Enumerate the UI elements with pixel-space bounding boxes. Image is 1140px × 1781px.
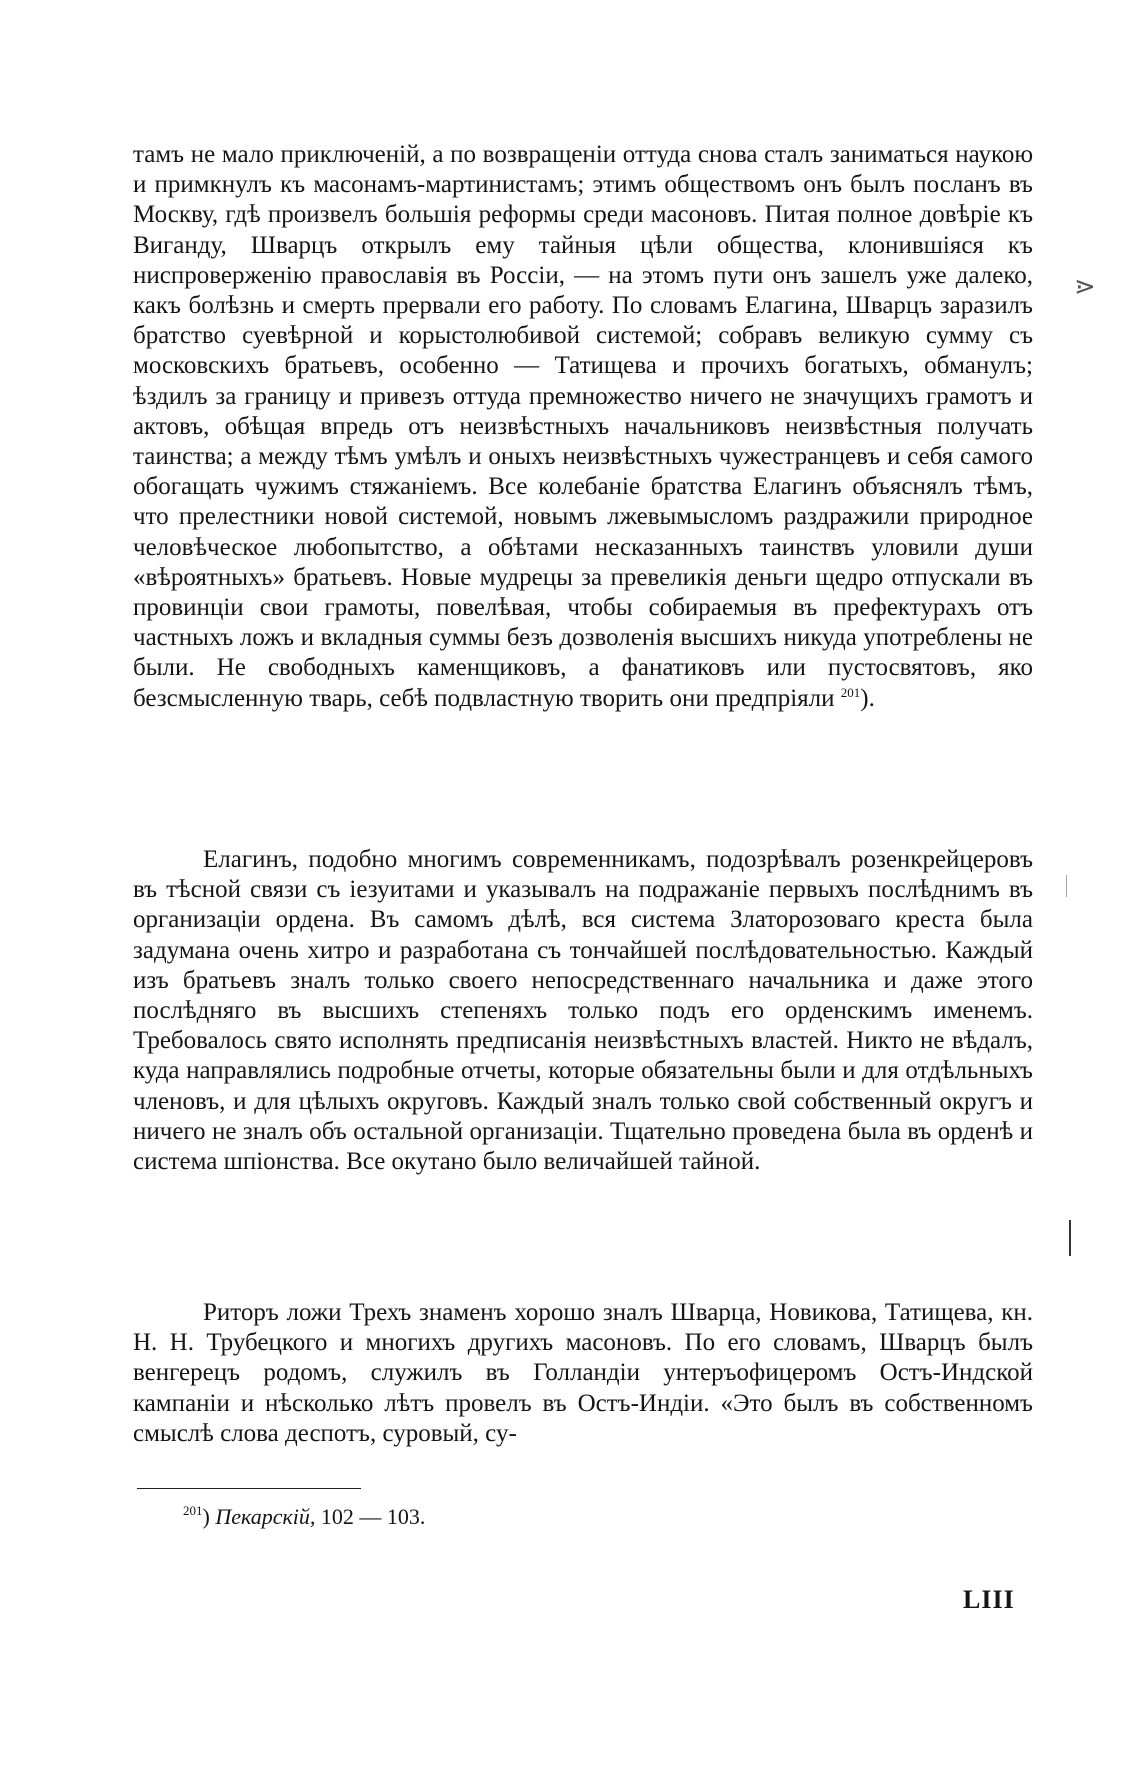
margin-bar-mark xyxy=(1069,1220,1071,1256)
footnote-divider xyxy=(137,1488,361,1489)
footnote-number: 201 xyxy=(183,1503,203,1518)
footnote xyxy=(183,1503,425,1531)
paragraph-1 xyxy=(133,140,1033,714)
footnote-pages: 102 — 103. xyxy=(320,1504,426,1529)
paragraph-3: Риторъ ложи Трехъ знаменъ хорошо зналъ Шварца, Новикова, Татищева, кн. Н. Н. Трубецкого и многихъ другихъ масоновъ. По его словамъ, Шварцъ былъ венгерецъ родомъ, служилъ въ Голландіи унтеръофицеромъ Остъ-Индской кампаніи и нѣсколько лѣтъ провелъ въ Остъ-Индіи. «Это былъ въ собственномъ смыслѣ слова деспотъ, суровый, су- xyxy=(133,1299,1033,1447)
footnote-bracket: ) xyxy=(202,1504,210,1529)
margin-faint-mark xyxy=(1066,875,1067,897)
footnote-author: Пекарскій, xyxy=(215,1504,316,1529)
paragraph-2: Елагинъ, подобно многимъ современникамъ, подозрѣвалъ розенкрейцеровъ въ тѣсной связи съ іезуитами и указывалъ на подражаніе первыхъ послѣднимъ въ организаціи ордена. Въ самомъ дѣлѣ, вся система Златорозоваго креста была задумана очень хитро и разработана съ тончайшей послѣдовательностью. Каждый изъ братьевъ зналъ только своего непосредственнаго начальника и даже этого послѣдняго въ высшихъ степеняхъ только подъ его орденскимъ именемъ. Требовалось свято исполнять предписанія неизвѣстныхъ властей. Никто не вѣдалъ, куда направлялись подробные отчеты, которые обязательны были и для отдѣльныхъ членовъ, и для цѣлыхъ округовъ. Каждый зналъ только свой собственный округъ и ничего не зналъ объ остальной организаціи. Тщательно проведена была въ орденѣ и система шпіонства. Все окутано было величайшей тайной. xyxy=(133,846,1033,1176)
footnote-reference[interactable]: 201 xyxy=(840,684,861,700)
page-number: LIII xyxy=(963,1585,1015,1614)
margin-arrow-mark: ⋗ xyxy=(1074,272,1096,301)
paragraph-1-text: тамъ не мало приключеній, а по возвращеніи оттуда снова сталъ заниматься наукою и примкнулъ къ масонамъ-мартинистамъ; этимъ обществомъ онъ былъ посланъ въ Москву, гдѣ произвелъ большія реформы среди масоновъ. Питая полное довѣріе къ Виганду, Шварцъ открылъ ему тайныя цѣли общества, клонившіяся къ ниспроверженію православія въ Россіи, — на этомъ пути онъ зашелъ уже далеко, какъ болѣзнь и смерть прервали его работу. По словамъ Елагина, Шварцъ заразилъ братство суевѣрной и корыстолюбивой системой; собравъ великую сумму съ московскихъ братьевъ, особенно — Татищева и прочихъ богатыхъ, обманулъ; ѣздилъ за границу и привезъ оттуда премножество ничего не значущихъ грамотъ и актовъ, обѣщая впредь отъ неизвѣстныхъ начальниковъ неизвѣстныя получать таинства; а между тѣмъ умѣлъ и оныхъ неизвѣстныхъ чужестранцевъ и себя самого обогащать чужимъ стяжаніемъ. Все колебаніе братства Елагинъ объяснялъ тѣмъ, что прелестники новой системой, новымъ лжевымысломъ раздражили природное человѣческое любопытство, а обѣтами несказанныхъ таинствъ уловили души «вѣроятныхъ» братьевъ. Новые мудрецы за превеликія деньги щедро отпускали въ провинціи свои грамоты, повелѣвая, чтобы собираемыя въ префектурахъ отъ частныхъ ложъ и вкладныя суммы безъ дозволенія высшихъ никуда употреблены не были. Не свободныхъ каменщиковъ, а фанатиковъ или пустосвятовъ, яко безсмысленную тварь, себѣ подвластную творить они предпріяли xyxy=(133,141,1033,712)
footnote-reference-close: ). xyxy=(860,684,875,712)
